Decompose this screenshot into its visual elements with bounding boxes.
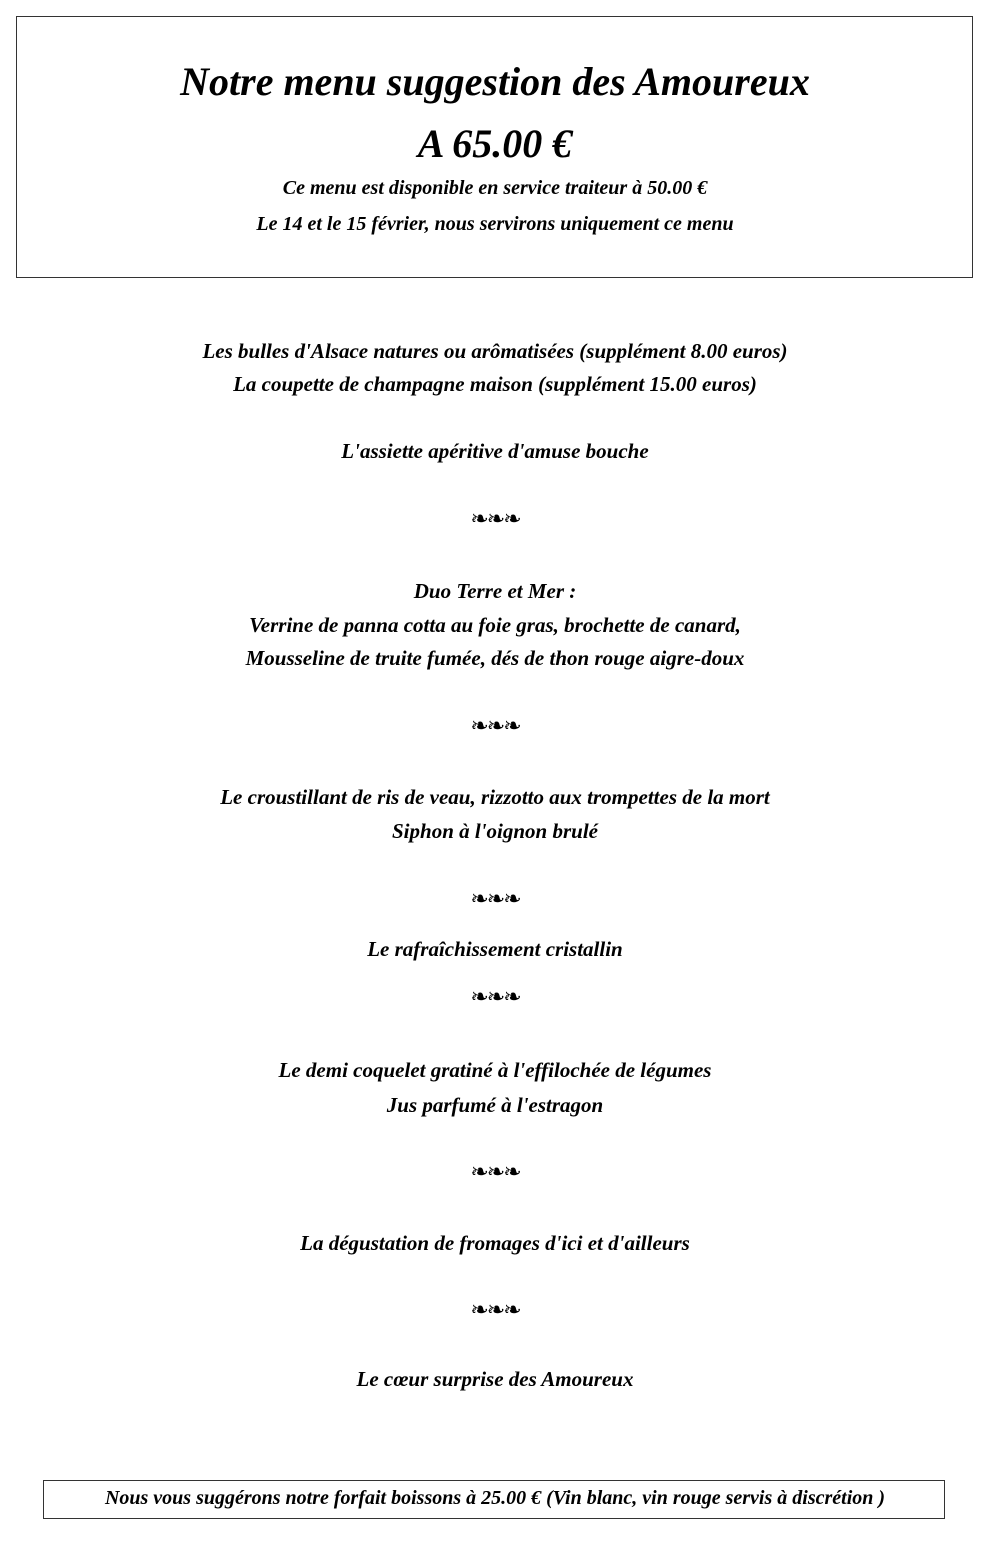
plat1-line-2: Siphon à l'oignon brulé xyxy=(392,819,598,843)
ornament-divider-icon: ❧❧❧ xyxy=(470,887,520,912)
drinks-offer: Nous vous suggérons notre forfait boissons à 25.00 € (Vin blanc, vin rouge servis à discrétion ) xyxy=(104,1487,886,1509)
menu-title: Notre menu suggestion des Amoureux xyxy=(180,59,810,104)
plat2-line-1: Le demi coquelet gratiné à l'effilochée de légumes xyxy=(278,1058,712,1082)
fromages: La dégustation de fromages d'ici et d'ailleurs xyxy=(300,1231,690,1255)
aperitif-bulles: Les bulles d'Alsace natures ou arômatisées (supplément 8.00 euros) xyxy=(202,339,788,363)
ornament-divider-icon: ❧❧❧ xyxy=(470,1298,520,1323)
menu-price: A 65.00 € xyxy=(417,121,573,166)
plat1-line-1: Le croustillant de ris de veau, rizzotto aux trompettes de la mort xyxy=(220,785,770,809)
dates-note: Le 14 et le 15 février, nous servirons uniquement ce menu xyxy=(256,213,734,235)
dessert: Le cœur surprise des Amoureux xyxy=(356,1367,634,1391)
plat2-line-2: Jus parfumé à l'estragon xyxy=(386,1093,604,1117)
ornament-divider-icon: ❧❧❧ xyxy=(470,714,520,739)
trou-normand: Le rafraîchissement cristallin xyxy=(367,937,623,961)
ornament-divider-icon: ❧❧❧ xyxy=(470,507,520,532)
amuse-bouche: L'assiette apéritive d'amuse bouche xyxy=(341,439,649,463)
ornament-divider-icon: ❧❧❧ xyxy=(470,985,520,1010)
aperitif-champagne: La coupette de champagne maison (supplément 15.00 euros) xyxy=(233,372,757,396)
entree-line-2: Mousseline de truite fumée, dés de thon rouge aigre-doux xyxy=(245,646,745,670)
traiteur-note: Ce menu est disponible en service traiteur à 50.00 € xyxy=(282,177,708,199)
entree-line-1: Verrine de panna cotta au foie gras, brochette de canard, xyxy=(249,613,741,637)
ornament-divider-icon: ❧❧❧ xyxy=(470,1160,520,1185)
entree-title: Duo Terre et Mer : xyxy=(413,579,577,603)
